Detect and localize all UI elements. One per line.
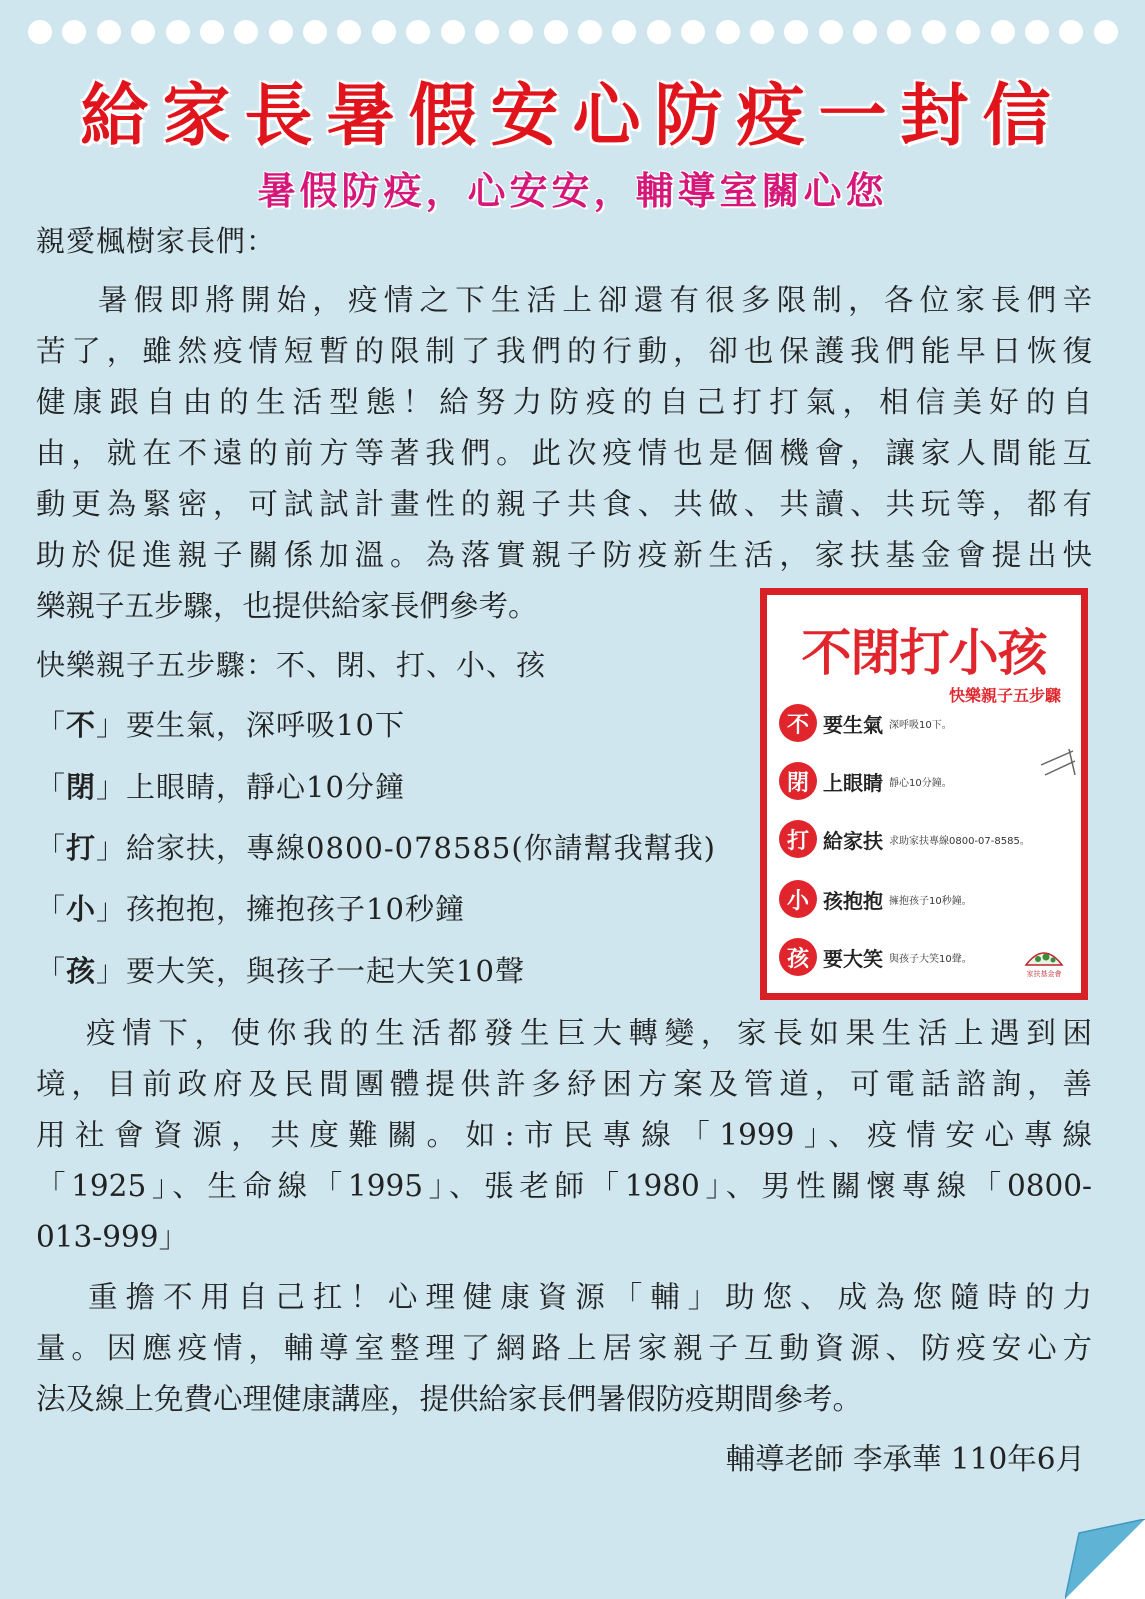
step-close-bracket: 」 [96,892,127,926]
foundation-logo [1021,947,1067,979]
binder-hole [509,20,533,44]
binder-hole [1094,20,1118,44]
steps-heading: 快樂親子五步驟：不、閉、打、小、孩 [36,648,547,682]
step-text: 孩抱抱，擁抱孩子10秒鐘 [126,892,465,926]
binder-hole [372,20,396,44]
step-close-bracket: 」 [96,831,127,865]
poster-step-note: 與孩子大笑10聲。 [889,953,972,965]
para-line: 由，就在不遠的前方等著我們。此次疫情也是個機會，讓家人間能互 [36,436,1092,470]
poster-step-char: 不 [779,704,817,742]
step-item [36,884,465,935]
paragraph-intro [36,275,1092,632]
binder-hole [647,20,671,44]
binder-hole [303,20,327,44]
poster-step-text: 要大笑 [823,946,883,971]
page-curl-icon [1065,1519,1145,1599]
poster-step-text: 孩抱抱 [823,888,883,913]
binder-hole [612,20,636,44]
para-line: 量。因應疫情，輔導室整理了網路上居家親子互動資源、防疫安心方 [36,1331,1092,1365]
logo-text: 家扶基金會 [1026,970,1062,978]
step-close-bracket: 」 [96,954,127,988]
para-line: 013-999」 [36,1220,189,1254]
step-item [36,700,405,751]
binder-hole [28,20,52,44]
binder-hole [819,20,843,44]
greeting: 親愛楓樹家長們： [36,224,277,258]
step-item [36,823,716,874]
step-text: 上眼睛，靜心10分鐘 [126,770,405,804]
para-line: 「1925」、生命線「1995」、張老師「1980」、男性關懷專線「0800- [36,1169,1092,1203]
para-line: 境，目前政府及民間團體提供許多紓困方案及管道，可電話諮詢，善 [36,1067,1092,1101]
step-key-char: 小 [66,892,97,926]
five-steps-poster [760,588,1088,1000]
paragraph-resources [36,1008,1092,1263]
poster-title: 不閉打小孩 [801,624,1047,682]
poster-row [779,879,972,919]
binder-hole [991,20,1015,44]
step-open-bracket: 「 [36,708,67,742]
step-text: 要大笑，與孩子一起大笑10聲 [126,954,525,988]
binder-hole [97,20,121,44]
binder-hole [922,20,946,44]
signature: 輔導老師 李承華 110年6月 [725,1442,1085,1476]
binder-hole [1025,20,1049,44]
para-line: 法及線上免費心理健康講座，提供給家長們暑假防疫期間參考。 [36,1382,863,1416]
letter-title: 給家長暑假安心防疫一封信 [80,76,1065,156]
poster-row [779,703,952,743]
para-line: 樂親子五步驟，也提供給家長們參考。 [36,589,538,623]
poster-row [779,819,1030,859]
poster-step-char: 閉 [779,762,817,800]
step-open-bracket: 「 [36,770,67,804]
binder-hole [62,20,86,44]
step-open-bracket: 「 [36,892,67,926]
para-line: 暑假即將開始，疫情之下生活上卻還有很多限制，各位家長們辛 [98,283,1092,317]
scribble-icon [1039,745,1079,781]
para-line: 疫情下，使你我的生活都發生巨大轉變，家長如果生活上遇到困 [86,1016,1092,1050]
binder-hole [1059,20,1083,44]
para-line: 動更為緊密，可試試計畫性的親子共食、共做、共讀、共玩等，都有 [36,487,1092,521]
binder-hole [166,20,190,44]
binder-holes [28,20,1118,44]
binder-hole [956,20,980,44]
poster-step-note: 求助家扶專線0800-07-8585。 [889,835,1030,847]
binder-hole [200,20,224,44]
foundation-logo-icon [1024,947,1064,967]
poster-step-text: 給家扶 [823,828,883,853]
binder-hole [544,20,568,44]
binder-hole [681,20,705,44]
poster-subtitle: 快樂親子五步驟 [948,686,1061,705]
binder-hole [887,20,911,44]
binder-hole [406,20,430,44]
step-key-char: 不 [66,708,97,742]
step-key-char: 孩 [66,954,97,988]
step-key-char: 打 [66,831,97,865]
binder-hole [269,20,293,44]
para-line: 苦了，雖然疫情短暫的限制了我們的行動，卻也保護我們能早日恢復 [36,334,1092,368]
binder-hole [750,20,774,44]
step-text: 要生氣，深呼吸10下 [126,708,405,742]
binder-hole [234,20,258,44]
poster-step-text: 要生氣 [823,712,883,737]
step-open-bracket: 「 [36,831,67,865]
poster-step-char: 打 [779,820,817,858]
step-key-char: 閉 [66,770,97,804]
step-item [36,946,525,997]
para-line: 用社會資源，共度難關。如:市民專線「1999」、疫情安心專線 [36,1118,1092,1152]
binder-hole [441,20,465,44]
poster-step-note: 靜心10分鐘。 [889,777,952,789]
poster-step-char: 小 [779,880,817,918]
poster-step-text: 上眼睛 [823,770,883,795]
step-text: 給家扶，專線0800-078585(你請幫我幫我) [126,831,716,865]
step-open-bracket: 「 [36,954,67,988]
binder-hole [853,20,877,44]
poster-step-char: 孩 [779,938,817,976]
para-line: 重擔不用自己扛！心理健康資源「輔」助您、成為您隨時的力 [88,1280,1092,1314]
binder-hole [337,20,361,44]
binder-hole [131,20,155,44]
poster-row [779,761,952,801]
binder-hole [716,20,740,44]
poster-step-note: 深呼吸10下。 [889,719,952,731]
paragraph-support [36,1272,1092,1425]
step-item [36,762,405,813]
step-close-bracket: 」 [96,708,127,742]
poster-step-note: 擁抱孩子10秒鐘。 [889,895,972,907]
step-close-bracket: 」 [96,770,127,804]
letter-subtitle: 暑假防疫，心安安，輔導室關心您 [257,169,888,213]
binder-hole [784,20,808,44]
poster-row [779,937,972,977]
binder-hole [475,20,499,44]
para-line: 健康跟自由的生活型態！給努力防疫的自己打打氣，相信美好的自 [36,385,1092,419]
para-line: 助於促進親子關係加溫。為落實親子防疫新生活，家扶基金會提出快 [36,538,1092,572]
binder-hole [578,20,602,44]
